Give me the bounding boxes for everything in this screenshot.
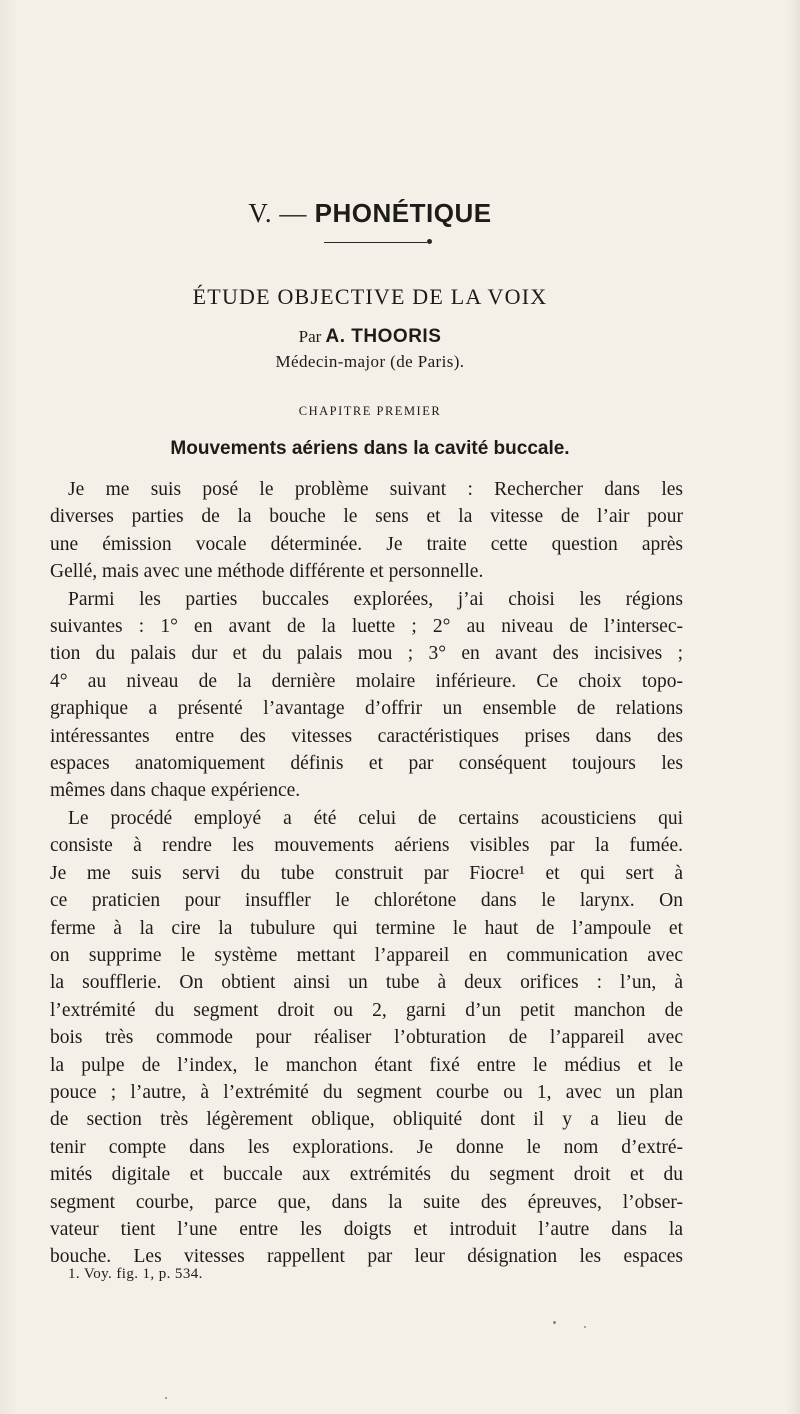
body-text bbox=[50, 476, 683, 1271]
body-line: Gellé, mais avec une méthode différente et personnelle. bbox=[50, 561, 484, 583]
body-line: ferme à la cire la tubulure qui termine le haut de l’ampoule et bbox=[50, 917, 683, 939]
body-line: bouche. Les vitesses rappellent par leur désignation les espaces bbox=[50, 1246, 683, 1268]
body-line: Je me suis posé le problème suivant : Rechercher dans les bbox=[68, 479, 683, 500]
author-affiliation: Médecin-major (de Paris). bbox=[275, 352, 465, 371]
body-line: 4° au niveau de la dernière molaire inférieure. Ce choix topo- bbox=[50, 670, 683, 692]
body-line: segment courbe, parce que, dans la suite des épreuves, l’obser- bbox=[50, 1191, 683, 1213]
body-line: Le procédé employé a été celui de certains acousticiens qui bbox=[68, 807, 683, 829]
chapter-label: CHAPITRE PREMIER bbox=[298, 404, 442, 418]
body-line: Parmi les parties buccales explorées, j’ai choisi les régions bbox=[68, 588, 683, 610]
body-line: diverses parties de la bouche le sens et la vitesse de l’air pour bbox=[50, 506, 683, 528]
title-rule bbox=[324, 242, 427, 243]
body-line: graphique a présenté l’avantage d’offrir un ensemble de relations bbox=[50, 698, 683, 720]
byline-prefix: Par bbox=[298, 327, 322, 346]
section-title: PHONÉTIQUE bbox=[314, 198, 492, 228]
article-title: ÉTUDE OBJECTIVE DE LA VOIX bbox=[192, 284, 548, 309]
body-line: Je me suis servi du tube construit par Fiocre¹ et qui sert à bbox=[50, 862, 683, 884]
section-number: V. — bbox=[248, 198, 307, 228]
body-line: espaces anatomiquement définis et par conséquent toujours les bbox=[50, 753, 683, 775]
body-line: mêmes dans chaque expérience. bbox=[50, 780, 301, 802]
body-line: de section très légèrement oblique, obliquité dont il y a lieu de bbox=[50, 1109, 683, 1131]
body-line: intéressantes entre des vitesses caractéristiques prises dans des bbox=[50, 725, 683, 747]
paper-speck bbox=[584, 1326, 586, 1328]
chapter-title: Mouvements aériens dans la cavité buccale. bbox=[170, 438, 570, 459]
body-line: tenir compte dans les explorations. Je donne le nom d’extré- bbox=[50, 1136, 683, 1158]
body-line: consiste à rendre les mouvements aériens visibles par la fumée. bbox=[50, 835, 683, 857]
body-line: mités digitale et buccale aux extrémités du segment droit et du bbox=[50, 1164, 683, 1186]
body-line: tion du palais dur et du palais mou ; 3° en avant des incisives ; bbox=[50, 643, 683, 665]
body-line: l’extrémité du segment droit ou 2, garni d’un petit manchon de bbox=[50, 999, 683, 1021]
body-line: bois très commode pour réaliser l’obturation de l’appareil avec bbox=[50, 1027, 683, 1049]
body-line: pouce ; l’autre, à l’extrémité du segment courbe ou 1, avec un plan bbox=[50, 1081, 683, 1103]
body-line: ce praticien pour insuffler le chlorétone dans le larynx. On bbox=[50, 890, 683, 912]
body-line: suivantes : 1° en avant de la luette ; 2° au niveau de l’intersec- bbox=[50, 616, 683, 638]
body-line: la pulpe de l’index, le manchon étant fixé entre le médius et le bbox=[50, 1054, 683, 1076]
byline bbox=[0, 326, 740, 348]
body-line: vateur tient l’une entre les doigts et introduit l’autre dans la bbox=[50, 1218, 683, 1240]
footnote: 1. Voy. fig. 1, p. 534. bbox=[68, 1266, 203, 1282]
body-line: la soufflerie. On obtient ainsi un tube à deux orifices : l’un, à bbox=[50, 972, 683, 994]
rule-ornament bbox=[427, 239, 432, 244]
paper-speck bbox=[553, 1321, 556, 1324]
body-line: on supprime le système mettant l’appareil en communication avec bbox=[50, 944, 683, 966]
body-line: une émission vocale déterminée. Je traite cette question après bbox=[50, 533, 683, 555]
paper-speck bbox=[165, 1397, 167, 1399]
section-heading bbox=[0, 198, 740, 229]
author-name: A. THOORIS bbox=[325, 326, 442, 347]
